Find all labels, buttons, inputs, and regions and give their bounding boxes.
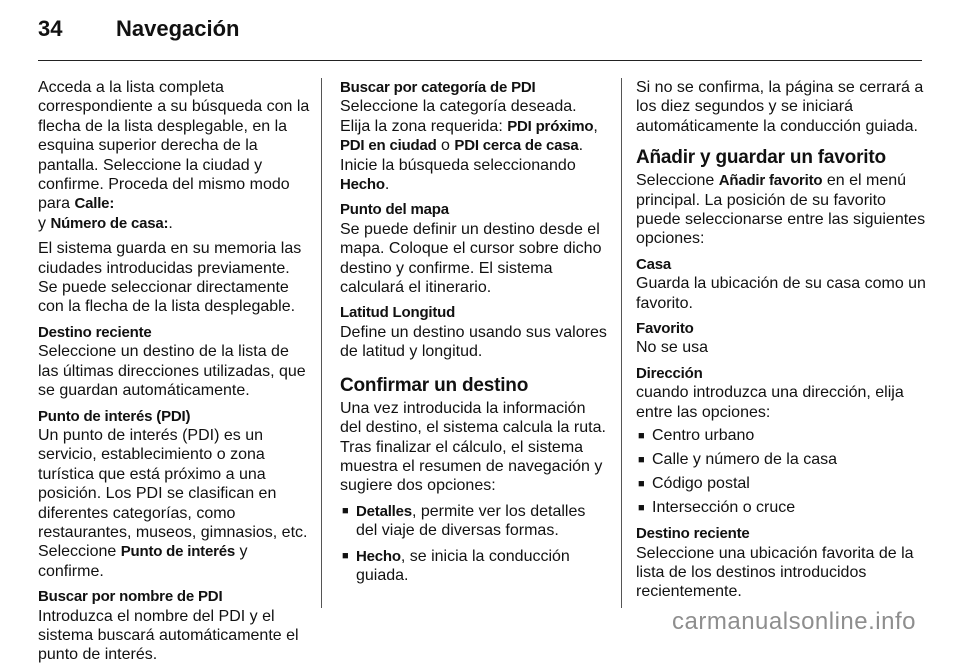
column-divider [621, 78, 622, 608]
section-punto-mapa [340, 200, 610, 297]
section-text: Se puede definir un destino desde el mapa. Coloque el cursor sobre dicho destino y confirme. El sistema calculará el itinerario. [340, 220, 602, 297]
paragraph-text: Seleccione la categoría deseada. Elija la zona requerida: [340, 98, 577, 135]
paragraph-text: , [593, 117, 598, 135]
column-1 [38, 78, 310, 671]
bold-term-numero-casa: Número de casa: [50, 214, 169, 232]
section-destino-reciente [38, 323, 310, 401]
bold-term-pdi-casa: PDI cerca de casa [454, 137, 579, 155]
list-item [340, 547, 610, 586]
page-title: Navegación [116, 16, 240, 41]
section-casa [636, 255, 926, 313]
section-title: Punto del mapa [340, 201, 449, 219]
options-list [340, 502, 610, 586]
section-text [38, 426, 310, 581]
paragraph-confirmar: Una vez introducida la información del destino, el sistema calcula la ruta. Tras finalizar el cálculo, el sistema muestra el resumen de navegación y sugiere dos opciones: [340, 399, 606, 495]
header-rule [38, 60, 922, 61]
bold-term-detalles: Detalles [356, 502, 412, 520]
section-title: Punto de interés (PDI) [38, 407, 191, 425]
page-header [38, 16, 240, 50]
bold-term-calle: Calle: [74, 195, 115, 213]
bold-term-hecho: Hecho [340, 176, 385, 194]
column-3 [636, 78, 926, 608]
paragraph-text: en el menú principal. La posición de su favorito puede seleccionarse entre las siguientes opciones: [636, 172, 926, 248]
section-title: Favorito [636, 320, 694, 338]
section-text: Define un destino usando sus valores de latitud y longitud. [340, 323, 607, 361]
section-direccion [636, 364, 926, 518]
paragraph-text: Un punto de interés (PDI) es un servicio, establecimiento o zona turística que está próximo a una posición. Los PDI se clasifican en diferentes categorías, como restaurantes, museos, gimnasios, etc. Seleccione [38, 426, 308, 561]
section-title: Buscar por nombre de PDI [38, 588, 223, 606]
list-item [340, 502, 610, 541]
column-2 [340, 78, 610, 591]
list-item: ■ Código postal [636, 474, 926, 494]
column-divider [321, 78, 322, 608]
section-text: cuando introduzca una dirección, elija entre las opciones: [636, 384, 904, 421]
section-title: Casa [636, 255, 672, 273]
paragraph-text: Seleccione [636, 172, 719, 190]
list-item: ■ Calle y número de la casa [636, 450, 926, 470]
bold-term-pdi-proximo: PDI próximo [507, 117, 594, 135]
section-text: Introduzca el nombre del PDI y el sistema buscará automáticamente el punto de interés. [38, 607, 299, 664]
section-title: Buscar por categoría de PDI [340, 79, 536, 96]
page-number: 34 [38, 16, 63, 41]
section-text: Seleccione un destino de la lista de las últimas direcciones utilizadas, que se guardan automáticamente. [38, 343, 306, 400]
paragraph-text: o [436, 137, 455, 155]
list-item: ■ Centro urbano [636, 426, 926, 446]
watermark: carmanualsonline.info [672, 608, 916, 635]
section-buscar-nombre [38, 587, 310, 665]
paragraph-text: Acceda a la lista completa correspondiente a su búsqueda con la flecha de la lista desplegable, en la esquina superior derecha de la pantalla. Seleccione la ciudad y confirme. Proceda del mismo modo para [38, 79, 310, 213]
section-title: Latitud Longitud [340, 304, 456, 322]
section-title: Dirección [636, 364, 703, 382]
paragraph-text: . [168, 214, 173, 232]
list-item-text: , se inicia la conducción guiada. [356, 547, 570, 584]
section-title: Destino reciente [38, 323, 152, 341]
paragraph-memoria: El sistema guarda en su memoria las ciudades introducidas previamente. Se puede seleccionar directamente con la flecha de la lista desplegable. [38, 240, 302, 316]
section-latitud-longitud [340, 303, 610, 361]
bold-term-punto-interes: Punto de interés [120, 543, 236, 561]
section-text [340, 97, 610, 194]
paragraph-text: . Inicie la búsqueda seleccionando [340, 137, 584, 174]
section-text: Seleccione una ubicación favorita de la lista de los destinos introducidos recientemente. [636, 544, 914, 601]
list-item: ■ Intersección o cruce [636, 498, 926, 518]
paragraph-text: y confirme. [38, 543, 248, 580]
section-favorito [636, 319, 926, 358]
section-text: No se usa [636, 339, 709, 357]
section-buscar-categoria [340, 78, 610, 194]
paragraph-text: y [38, 214, 51, 232]
bold-term-anadir-favorito: Añadir favorito [718, 172, 823, 190]
bold-term-pdi-ciudad: PDI en ciudad [340, 137, 437, 155]
paragraph-anadir [636, 171, 926, 249]
heading-anadir-favorito: Añadir y guardar un favorito [636, 147, 886, 169]
paragraph-lista-completa [38, 78, 310, 233]
section-destino-reciente-favorito [636, 524, 926, 602]
paragraph-no-confirma: Si no se confirma, la página se cerrará a los diez segundos y se iniciará automáticamente la conducción guiada. [636, 79, 924, 135]
direccion-options-list [636, 426, 926, 518]
section-pdi [38, 407, 310, 582]
list-item-text: , permite ver los detalles del viaje de diversas formas. [356, 502, 586, 540]
heading-confirmar-destino: Confirmar un destino [340, 374, 529, 396]
bold-term-hecho: Hecho [356, 547, 401, 565]
paragraph-text: . [384, 176, 390, 194]
section-title: Destino reciente [636, 525, 750, 543]
section-text: Guarda la ubicación de su casa como un favorito. [636, 275, 926, 312]
